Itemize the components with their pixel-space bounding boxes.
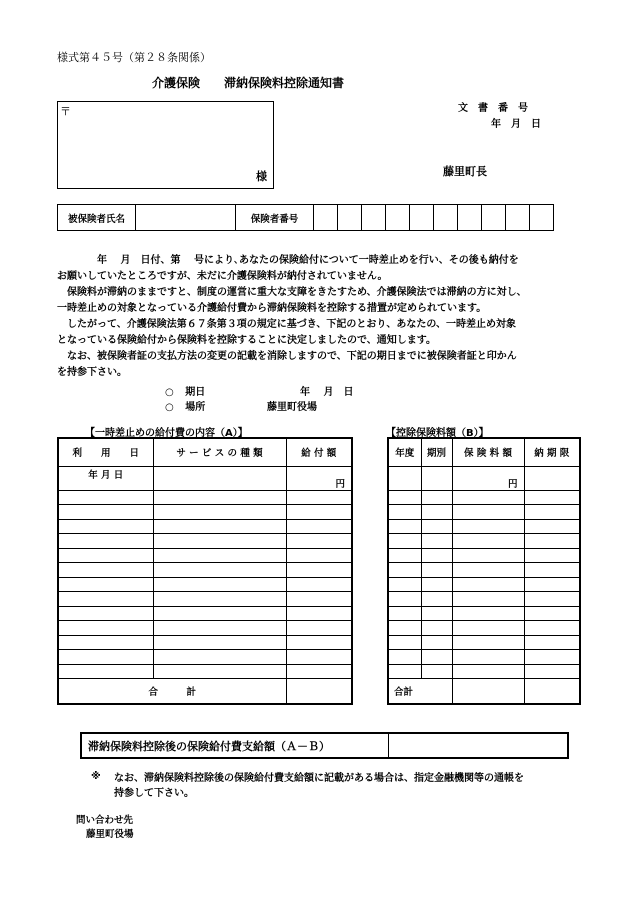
circle-mark: ○ — [165, 402, 174, 413]
number-digit-cell — [458, 205, 482, 231]
table-cell — [524, 563, 580, 578]
notice-body — [57, 253, 527, 381]
yen-unit: 円 — [286, 466, 352, 490]
table-cell — [524, 592, 580, 607]
table-cell — [388, 466, 421, 490]
insured-name-label: 被保険者氏名 — [58, 205, 136, 231]
table-cell — [286, 635, 352, 650]
table-cell — [388, 664, 421, 679]
body-line: したがって、介護保険法第６７条第３項の規定に基づき、下記のとおり、あなたの、一時差止め対象 — [57, 319, 516, 330]
table-cell — [153, 592, 286, 607]
note — [114, 771, 524, 801]
table-cell — [524, 577, 580, 592]
table-cell — [452, 606, 524, 621]
table-cell — [286, 563, 352, 578]
number-digit-cell — [386, 205, 410, 231]
table-cell — [524, 664, 580, 679]
col-fiscal-year: 年度 — [388, 438, 421, 466]
table-cell — [452, 592, 524, 607]
document-number-label: 文 書 番 号 — [458, 103, 528, 114]
table-cell — [524, 466, 580, 490]
date-item — [165, 383, 205, 398]
table-cell — [452, 563, 524, 578]
body-line: 一時差止めの対象となっている介護給付費から滞納保険料を控除する措置が定められています。 — [57, 303, 487, 314]
net-amount-table — [80, 732, 569, 759]
table-cell — [388, 635, 421, 650]
table-cell — [286, 505, 352, 520]
table-cell — [153, 466, 286, 490]
date-label: 年 月 日 — [491, 119, 541, 130]
number-digit-cell — [530, 205, 554, 231]
table-cell — [58, 505, 153, 520]
yen-unit: 円 — [452, 466, 524, 490]
table-cell — [58, 650, 153, 665]
number-digit-cell — [434, 205, 458, 231]
table-cell — [421, 577, 452, 592]
form-number: 様式第４５号（第２８条関係） — [57, 51, 211, 64]
table-cell — [421, 505, 452, 520]
table-cell — [524, 606, 580, 621]
table-cell — [153, 664, 286, 679]
total-amount-cell — [286, 679, 352, 704]
table-cell — [286, 548, 352, 563]
table-cell — [421, 490, 452, 505]
table-cell — [452, 635, 524, 650]
insured-info-table — [57, 204, 554, 231]
table-cell — [286, 534, 352, 549]
table-cell — [58, 621, 153, 636]
place-item — [165, 398, 205, 413]
table-cell — [421, 635, 452, 650]
table-cell — [421, 592, 452, 607]
table-cell — [524, 519, 580, 534]
postal-mark: 〒 — [60, 105, 71, 118]
table-cell — [388, 606, 421, 621]
table-cell — [286, 592, 352, 607]
circle-mark: ○ — [165, 387, 174, 398]
table-cell — [58, 519, 153, 534]
table-cell — [452, 519, 524, 534]
number-digit-cell — [362, 205, 386, 231]
table-cell — [153, 519, 286, 534]
contact-value: 藤里町役場 — [86, 829, 134, 840]
table-cell — [58, 635, 153, 650]
place-item-value: 藤里町役場 — [267, 402, 317, 413]
table-cell — [58, 563, 153, 578]
table-cell — [421, 650, 452, 665]
table-cell — [153, 534, 286, 549]
table-cell — [524, 534, 580, 549]
table-cell — [388, 534, 421, 549]
honorific: 様 — [256, 170, 267, 183]
table-cell — [153, 606, 286, 621]
insured-name-value — [136, 205, 236, 231]
table-cell — [421, 548, 452, 563]
issuer-name: 藤里町長 — [443, 165, 487, 178]
table-cell — [153, 548, 286, 563]
table-cell — [388, 519, 421, 534]
body-line: なお、被保険者証の支払方法の変更の記載を消除しますので、下記の期日までに被保険者証と印かん — [57, 351, 517, 362]
table-cell — [153, 563, 286, 578]
table-cell — [524, 650, 580, 665]
note-line: なお、滞納保険料控除後の保険給付費支給額に記載がある場合は、指定金融機関等の通帳を — [114, 773, 524, 784]
number-digit-cell — [506, 205, 530, 231]
table-b-heading: 【控除保険料額（B）】 — [386, 428, 489, 439]
table-cell — [388, 490, 421, 505]
table-a-heading: 【一時差止めの給付費の内容（A）】 — [85, 428, 248, 439]
total-label: 合 計 — [58, 679, 286, 704]
table-cell — [58, 606, 153, 621]
table-cell — [452, 664, 524, 679]
table-cell — [286, 606, 352, 621]
address-box — [57, 101, 274, 189]
number-digit-cell — [482, 205, 506, 231]
table-cell — [388, 548, 421, 563]
table-cell — [452, 621, 524, 636]
table-cell — [388, 592, 421, 607]
table-cell — [153, 635, 286, 650]
table-cell — [421, 534, 452, 549]
table-cell — [153, 490, 286, 505]
table-a — [57, 437, 353, 705]
table-cell — [452, 534, 524, 549]
table-cell — [388, 621, 421, 636]
table-cell — [153, 650, 286, 665]
table-cell — [58, 664, 153, 679]
number-digit-cell — [338, 205, 362, 231]
table-cell — [524, 548, 580, 563]
table-cell — [452, 577, 524, 592]
table-cell — [286, 650, 352, 665]
table-cell — [286, 490, 352, 505]
table-cell — [421, 664, 452, 679]
date-item-label: 期日 — [185, 387, 206, 398]
number-digit-cell — [314, 205, 338, 231]
col-premium-amount: 保 険 料 額 — [452, 438, 524, 466]
note-mark: ※ — [91, 771, 101, 782]
insured-number-label: 保険者番号 — [236, 205, 314, 231]
table-b — [387, 437, 581, 705]
table-cell — [421, 563, 452, 578]
col-payment-deadline: 納 期 限 — [524, 438, 580, 466]
first-row-date: 年 月 日 — [58, 466, 153, 490]
table-cell — [421, 519, 452, 534]
table-cell — [421, 621, 452, 636]
total-label: 合計 — [388, 679, 452, 704]
number-digit-cell — [410, 205, 434, 231]
table-cell — [153, 505, 286, 520]
net-amount-value — [388, 733, 568, 758]
table-cell — [524, 490, 580, 505]
table-cell — [388, 650, 421, 665]
col-service-type: サ ー ビ ス の 種 類 — [153, 438, 286, 466]
table-cell — [421, 606, 452, 621]
table-cell — [524, 679, 580, 704]
col-usage-date: 利 用 日 — [58, 438, 153, 466]
page-title: 介護保険 滞納保険料控除通知書 — [152, 76, 345, 90]
note-line: 持参して下さい。 — [114, 788, 194, 799]
table-cell — [388, 505, 421, 520]
table-cell — [153, 621, 286, 636]
total-amount-cell — [452, 679, 524, 704]
col-period: 期別 — [421, 438, 452, 466]
table-cell — [58, 577, 153, 592]
place-item-label: 場所 — [185, 402, 206, 413]
table-cell — [286, 664, 352, 679]
table-cell — [524, 621, 580, 636]
table-cell — [286, 577, 352, 592]
table-cell — [421, 466, 452, 490]
table-cell — [58, 592, 153, 607]
table-cell — [452, 650, 524, 665]
table-cell — [58, 490, 153, 505]
body-line: となっている保険給付から保険料を控除することに決定しましたので、通知します。 — [57, 335, 436, 346]
table-cell — [58, 534, 153, 549]
table-cell — [153, 577, 286, 592]
table-cell — [286, 519, 352, 534]
body-line: お願いしていたところですが、未だに介護保険料が納付されていません。 — [57, 271, 388, 282]
table-cell — [452, 548, 524, 563]
net-amount-label: 滞納保険料控除後の保険給付費支給額（Ａ－Ｂ） — [81, 733, 388, 758]
table-cell — [388, 577, 421, 592]
body-line: 年 月 日付、第 号により､あなたの保険給付について一時差止めを行い、その後も納付を — [57, 255, 519, 266]
body-line: 保険料が滞納のままですと、制度の運営に重大な支障をきたすため、介護保険法では滞納の方に対し、 — [57, 287, 527, 298]
table-cell — [58, 548, 153, 563]
col-benefit-amount: 給 付 額 — [286, 438, 352, 466]
table-cell — [524, 505, 580, 520]
table-cell — [388, 563, 421, 578]
contact-label: 問い合わせ先 — [76, 815, 134, 826]
table-cell — [286, 621, 352, 636]
table-cell — [524, 635, 580, 650]
date-item-value: 年 月 日 — [300, 387, 354, 398]
table-cell — [452, 505, 524, 520]
body-line: を持参下さい。 — [57, 367, 127, 378]
table-cell — [452, 490, 524, 505]
